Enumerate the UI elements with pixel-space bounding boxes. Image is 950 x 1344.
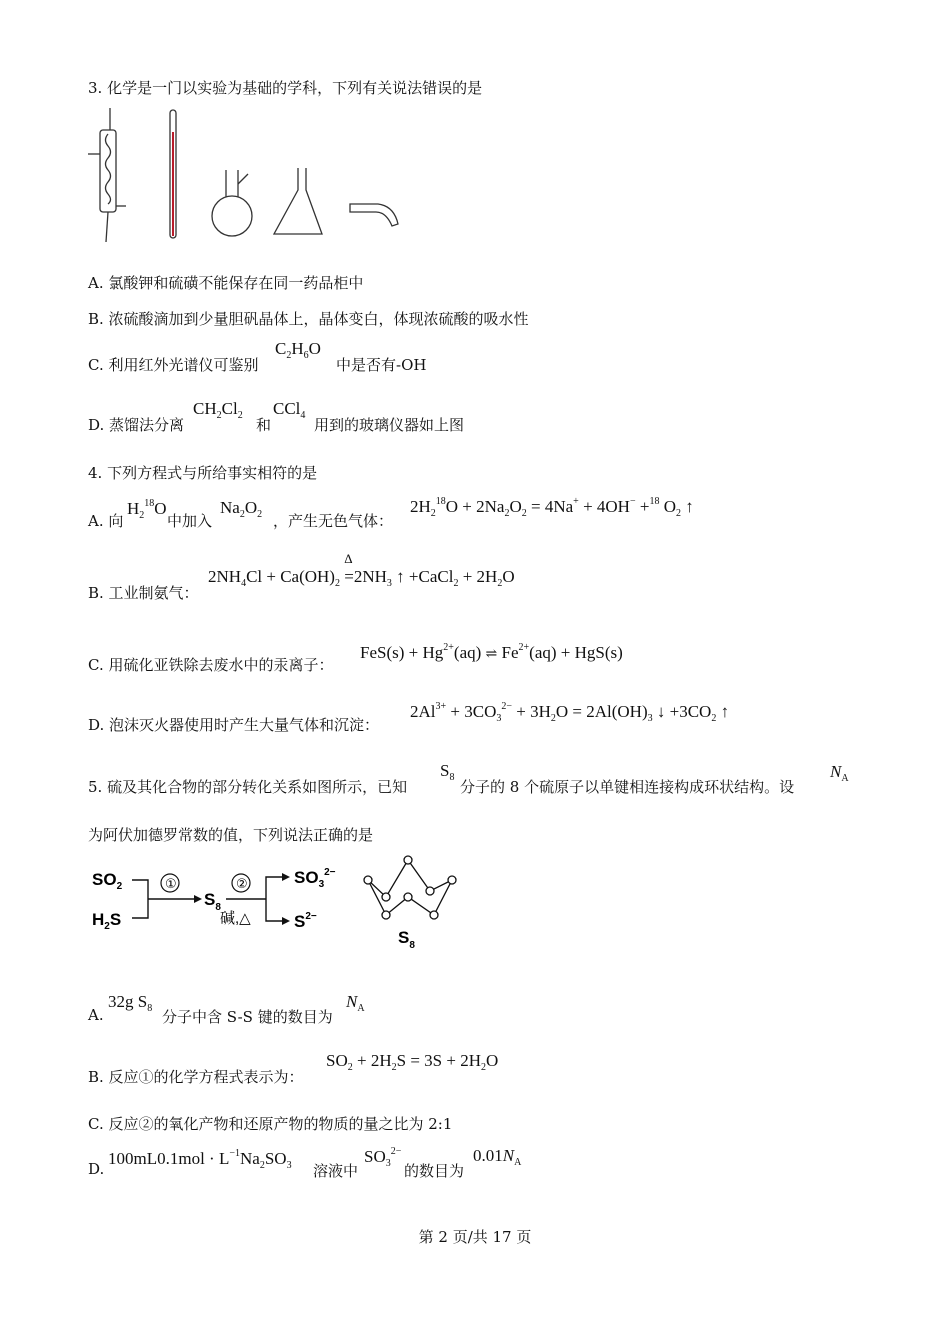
s8-ring-icon bbox=[364, 856, 456, 919]
q5-stem-c: 为阿伏加德罗常数的值，下列说法正确的是 bbox=[88, 826, 374, 844]
adapter-icon bbox=[350, 204, 398, 226]
q4-c-pre: C. 用硫化亚铁除去废水中的汞离子： bbox=[88, 656, 334, 674]
q5-b-pre: B. 反应①的化学方程式表示为： bbox=[88, 1068, 304, 1086]
q5-a-pre: A. bbox=[88, 1006, 104, 1024]
formula-so3-2minus: $SO_3^{2-}$ bbox=[364, 1146, 402, 1169]
q5-stem-a: 5. 硫及其化合物的部分转化关系如图所示，已知 bbox=[88, 778, 408, 796]
equation-c: $FeS(s) + Hg^{2+}(aq)$ ⇌ $Fe^{2+}(aq) + HgS(s)$ bbox=[360, 642, 623, 662]
equation-d: $2Al^{3+} + 3CO_3^{2-} + 3H_2O = 2Al(OH)_3$ ↓ $+3CO_2$ ↑ bbox=[410, 701, 730, 724]
equation-a: $2H_2^{18}O + 2Na_2O_2 = 4Na^+ + 4OH^- +^{18}$ $O_2$ ↑ bbox=[410, 496, 694, 519]
q3-d-pre: D. 蒸馏法分离 bbox=[88, 416, 185, 434]
q5-d-pre: D. bbox=[88, 1160, 105, 1178]
q5-option-c: C. 反应②的氧化产物和还原产物的物质的量之比为 2:1 bbox=[88, 1115, 453, 1133]
q4-d-pre: D. 泡沫灭火器使用时产生大量气体和沉淀： bbox=[88, 716, 380, 734]
q4-a-mid: 中加入 bbox=[167, 512, 213, 530]
formula-na2so3-solution: $100mL0.1mol \cdot L^{-1}Na_2SO_3$ bbox=[108, 1148, 292, 1171]
q3-c-post: 中是否有-OH bbox=[336, 356, 427, 374]
formula-na2o2: $Na_2O_2$ bbox=[220, 498, 263, 520]
formula-na: $N_A$ bbox=[830, 762, 849, 784]
q3-d-post: 用到的玻璃仪器如上图 bbox=[314, 416, 465, 434]
scheme-step1: ① bbox=[165, 876, 177, 891]
q4-a-post: ，产生无色气体： bbox=[273, 512, 394, 530]
formula-ccl4: CCl$_4$ bbox=[273, 399, 306, 421]
formula-0.01na: $0.01N_A$ bbox=[473, 1146, 522, 1168]
scheme-so2: $SO_2$ bbox=[92, 870, 123, 892]
page-footer: 第 2 页/共 17 页 bbox=[418, 1228, 532, 1246]
formula-32g-s8: 32g $S_8$ bbox=[108, 992, 153, 1014]
q3-option-b: B. 浓硫酸滴加到少量胆矾晶体上，晶体变白，体现浓硫酸的吸水性 bbox=[88, 310, 529, 328]
q3-d-mid: 和 bbox=[256, 416, 272, 434]
equation-b: $2NH_4Cl + Ca(OH)_2$ Δ $=2NH_3$ ↑ +CaCl$_2$ + $2H_2O$ bbox=[208, 551, 515, 589]
q3-option-c bbox=[88, 354, 258, 375]
thermometer-icon bbox=[170, 110, 176, 238]
q3-c-text: C. 利用红外光谱仪可鉴别 bbox=[88, 356, 259, 374]
q3-stem: 3. 化学是一门以实验为基础的学科，下列有关说法错误的是 bbox=[88, 79, 483, 97]
q4-b-pre: B. 工业制氨气： bbox=[88, 584, 199, 602]
q5-a-mid: 分子中含 S-S 键的数目为 bbox=[162, 1008, 333, 1026]
scheme-s2: $S^{2-}$ bbox=[294, 911, 317, 931]
scheme-h2s: $H_2S$ bbox=[92, 910, 122, 932]
distillation-flask-icon bbox=[212, 170, 252, 236]
q4-stem: 4. 下列方程式与所给事实相符的是 bbox=[88, 464, 318, 482]
formula-h2o18: $H_2^{18}O$ bbox=[127, 498, 167, 521]
sulfur-scheme bbox=[86, 855, 466, 955]
q3-option-a: A. 氯酸钾和硫磺不能保存在同一药品柜中 bbox=[88, 274, 364, 292]
formula-ch2cl2: $CH_2Cl_2$ bbox=[193, 399, 243, 421]
q5-stem-b: 分子的 8 个硫原子以单键相连接构成环状结构。设 bbox=[460, 778, 795, 796]
scheme-ring-label: $S_8$ bbox=[398, 928, 415, 951]
scheme-step2: ② bbox=[236, 876, 248, 891]
q5-d-post: 的数目为 bbox=[404, 1162, 465, 1180]
scheme-s8: $S_8$ bbox=[204, 890, 221, 913]
formula-s8: $S_8$ bbox=[440, 761, 455, 783]
scheme-condition: 碱,△ bbox=[220, 910, 251, 927]
q4-a-pre: A. 向 bbox=[88, 512, 124, 530]
q5-d-mid: 溶液中 bbox=[313, 1162, 359, 1180]
condenser-icon bbox=[88, 108, 126, 242]
conical-flask-icon bbox=[274, 168, 322, 234]
formula-na-a: $N_A$ bbox=[346, 992, 365, 1014]
equation-5b: $SO_2 + 2H_2S = 3S + 2H_2O$ bbox=[326, 1051, 499, 1073]
formula-c2h6o: $C_2H_6O$ bbox=[275, 339, 321, 361]
glassware-figure bbox=[86, 108, 416, 246]
scheme-so3: $SO_3^{2-}$ bbox=[294, 867, 336, 890]
